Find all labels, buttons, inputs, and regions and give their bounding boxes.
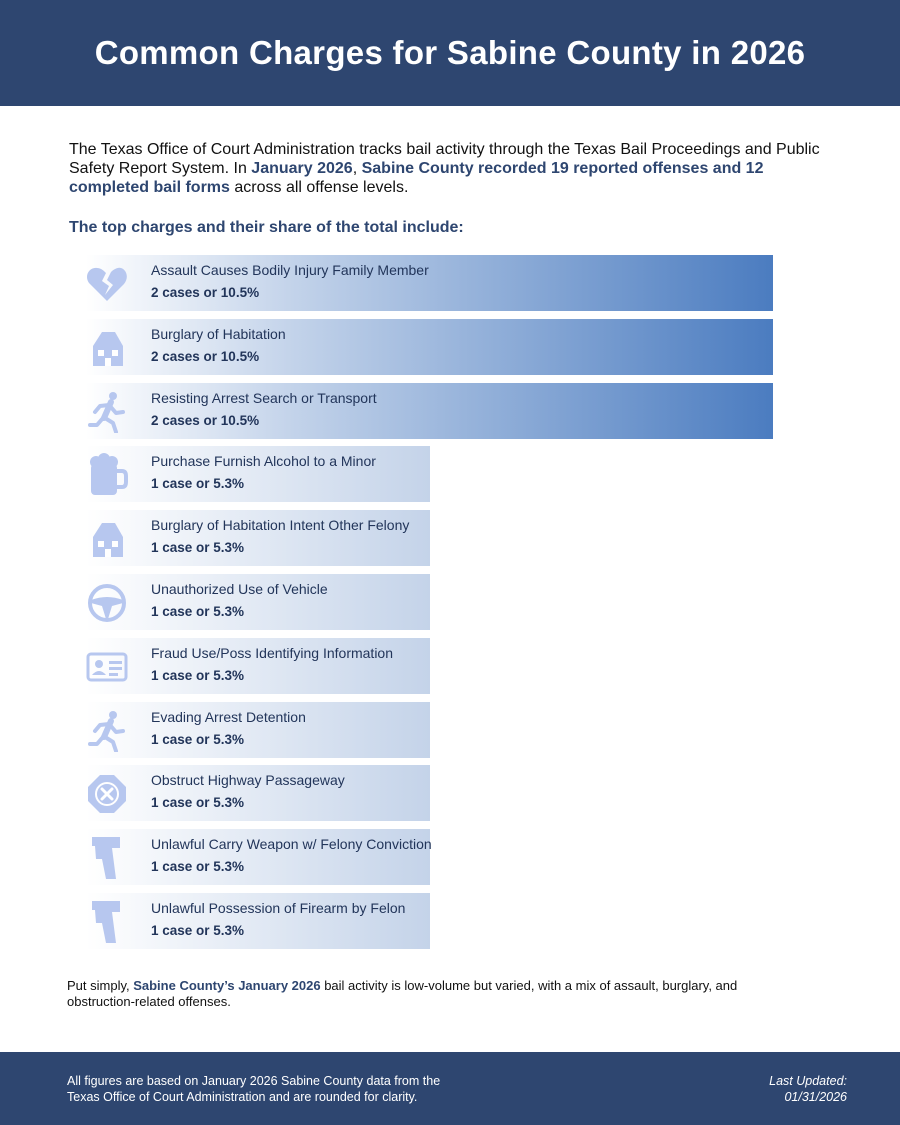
bar-data-label: 1 case or 5.3% (151, 731, 245, 747)
footer-note (67, 1073, 487, 1105)
bar-data-label: 1 case or 5.3% (151, 604, 245, 619)
house-icon (86, 520, 128, 558)
summary-highlight: Sabine County’s January 2026 (133, 978, 321, 993)
bar (86, 319, 773, 375)
id-card-icon (86, 648, 128, 686)
bar-category-label: Assault Causes Bodily Injury Family Member (151, 262, 429, 278)
bar (86, 383, 773, 439)
intro-sep: , (352, 160, 362, 177)
beer-mug-icon (86, 456, 128, 494)
intro-month: January 2026 (251, 160, 353, 177)
running-person-icon (86, 712, 128, 750)
bar-data-label: 1 case or 5.3% (151, 859, 245, 875)
bar-category-label: Burglary of Habitation Intent Other Felony (151, 517, 410, 534)
bar (86, 255, 773, 311)
intro-text-2: across all offense levels. (229, 179, 409, 196)
steering-wheel-icon (86, 584, 128, 622)
bar (86, 510, 430, 566)
bar (86, 446, 430, 502)
footer-note-line-1: All figures are based on January 2026 Sabine County data from the (67, 1074, 441, 1088)
summary-paragraph (67, 978, 767, 1010)
bar-data-label: 1 case or 5.3% (151, 476, 245, 492)
bar-category-label: Resisting Arrest Search or Transport (151, 389, 377, 406)
bar-category-label: Unauthorized Use of Vehicle (151, 581, 328, 597)
footer-note-line-2: Texas Office of Court Administration and are rounded for clarity. (67, 1090, 418, 1104)
summary-text-2: bail activity is low-volume but varied, with a mix of assault, burglary, and obstruction-related offenses. (67, 978, 738, 1009)
bar-data-label: 2 cases or 10.5% (151, 412, 260, 428)
bar-data-label: 1 case or 5.3% (151, 540, 245, 556)
bar-category-label: Burglary of Habitation (151, 325, 286, 342)
page-footer (0, 1052, 900, 1125)
bar-data-label: 2 cases or 10.5% (151, 285, 260, 300)
bar-data-label: 2 cases or 10.5% (151, 348, 260, 364)
bar-category-label: Unlawful Carry Weapon w/ Felony Conviction (151, 836, 432, 853)
broken-heart-icon (86, 265, 128, 303)
summary-text-1: Put simply, (67, 978, 134, 993)
page-title: Common Charges for Sabine County in 2026 (94, 34, 806, 71)
intro-text-1: The Texas Office of Court Administration tracks bail activity through the Texas Bail Proceedings and Public Safety Report System. In (69, 141, 820, 177)
bar (86, 638, 430, 694)
stop-sign-icon (86, 775, 128, 813)
bar-category-label: Unlawful Possession of Firearm by Felon (151, 900, 406, 916)
bar (86, 702, 430, 758)
last-updated-label: Last Updated: (769, 1074, 847, 1088)
bar-data-label: 1 case or 5.3% (151, 795, 245, 811)
house-icon (86, 329, 128, 367)
bar-category-label: Purchase Furnish Alcohol to a Minor (151, 453, 376, 470)
last-updated (769, 1073, 847, 1105)
bar-data-label: 1 case or 5.3% (151, 667, 245, 683)
intro-highlight: Sabine County recorded 19 reported offenses and 12 completed bail forms (69, 160, 764, 196)
last-updated-date: 01/31/2026 (784, 1090, 847, 1104)
bar (86, 765, 430, 821)
chart-subheading: The top charges and their share of the total include: (69, 219, 464, 236)
bar (86, 574, 430, 630)
bar (86, 893, 430, 949)
running-person-icon (86, 393, 128, 431)
bar-data-label: 1 case or 5.3% (151, 923, 245, 938)
pistol-icon (86, 903, 128, 941)
pistol-icon (86, 839, 128, 877)
bar-category-label: Evading Arrest Detention (151, 708, 306, 725)
bar-category-label: Obstruct Highway Passageway (151, 772, 345, 789)
bar-category-label: Fraud Use/Poss Identifying Information (151, 644, 394, 661)
bar (86, 829, 430, 885)
